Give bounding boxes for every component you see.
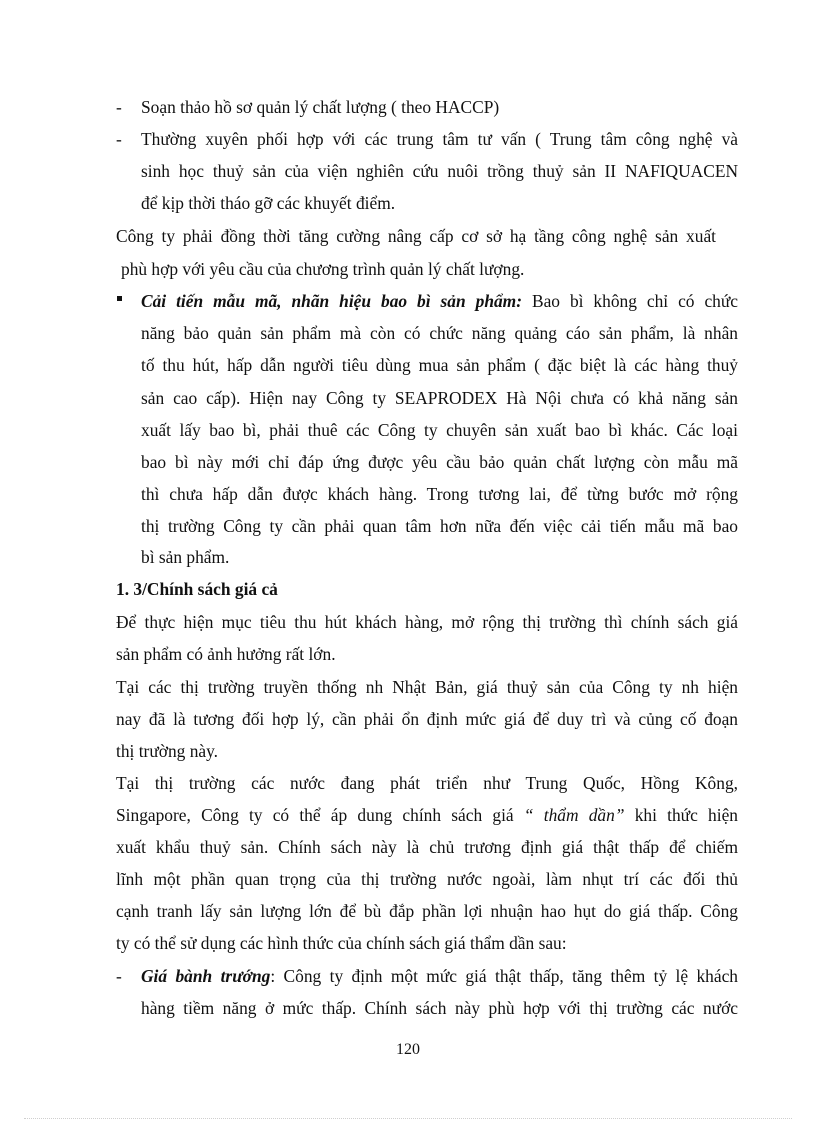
text-line: tố thu hút, hấp dẫn người tiêu dùng mua sản phẩm ( đặc biệt là các hàng thuỷ: [141, 355, 738, 375]
text-span: khi thức hiện: [624, 805, 738, 825]
text-line: sinh học thuỷ sản của viện nghiên cứu nuôi trồng thuỷ sản II NAFIQUACEN: [141, 161, 738, 181]
dash-bullet: -: [116, 97, 122, 117]
text-line: [141, 964, 738, 988]
text-line: Công ty phải đồng thời tăng cường nâng cấp cơ sở hạ tầng công nghệ sản xuất: [116, 226, 716, 246]
text-line: thị trường này.: [116, 741, 219, 761]
text-line: Tại các thị trường truyền thống nh Nhật Bản, giá thuỷ sản của Công ty nh hiện: [116, 677, 738, 697]
text-line: cạnh tranh lấy sản lượng lớn để bù đắp phần lợi nhuận hao hụt do giá thấp. Công: [116, 901, 738, 921]
italic-term: “ thẩm dần”: [523, 805, 625, 825]
text-line: xuất khẩu thuỷ sản. Chính sách này là chủ trương định giá thật thấp để chiếm: [116, 837, 738, 857]
text-line: để kịp thời tháo gỡ các khuyết điểm.: [141, 193, 396, 213]
dash-bullet: -: [116, 966, 122, 986]
text-line: thì chưa hấp dẫn được khách hàng. Trong tương lai, để từng bước mở rộng: [141, 484, 738, 504]
text-line: bao bì này mới chỉ đáp ứng được yêu cầu bảo quản chất lượng còn mẫu mã: [141, 452, 738, 472]
text-line: Tại thị trường các nước đang phát triển như Trung Quốc, Hồng Kông,: [116, 773, 738, 793]
text-span: Singapore, Công ty có thể áp dung chính sách giá: [116, 805, 524, 825]
section-heading: 1. 3/Chính sách giá cả: [116, 579, 278, 599]
text-line: Để thực hiện mục tiêu thu hút khách hàng, mở rộng thị trường thì chính sách giá: [116, 612, 738, 632]
text-line: Thường xuyên phối hợp với các trung tâm tư vấn ( Trung tâm công nghệ và: [141, 129, 738, 149]
page-number: 120: [396, 1041, 420, 1058]
text-line: thị trường Công ty cần phải quan tâm hơn nữa đến việc cải tiến mẫu mã bao: [141, 516, 738, 536]
text-line: xuất lấy bao bì, phải thuê các Công ty chuyên sản xuất bao bì khác. Các loại: [141, 420, 738, 440]
page-footer-rule: [24, 1118, 792, 1119]
text-line: ty có thể sử dụng các hình thức của chính sách giá thẩm dần sau:: [116, 933, 567, 953]
bold-heading-inline: Giá bành trướng: [141, 966, 271, 986]
text-line: lĩnh một phần quan trọng của thị trường nước ngoài, làm nhụt trí các đối thủ: [116, 869, 738, 889]
text-line: sản cao cấp). Hiện nay Công ty SEAPRODEX Hà Nội chưa có khả năng sản: [141, 388, 738, 408]
text-line: Soạn thảo hồ sơ quản lý chất lượng ( theo HACCP): [141, 97, 500, 117]
text-line: hàng tiềm năng ở mức thấp. Chính sách này phù hợp với thị trường các nước: [141, 998, 738, 1018]
text-line: sản phẩm có ảnh hưởng rất lớn.: [116, 644, 336, 664]
dash-bullet: -: [116, 129, 122, 149]
bold-heading-inline: Cải tiến mẫu mã, nhãn hiệu bao bì sản phẩm:: [141, 291, 523, 311]
text-line: phù hợp với yêu cầu của chương trình quản lý chất lượng.: [121, 259, 525, 279]
text-line: nay đã là tương đối hợp lý, cần phải ổn định mức giá để duy trì và củng cố đoạn: [116, 709, 738, 729]
text-span: : Công ty định một mức giá thật thấp, tăng thêm tỷ lệ khách: [270, 966, 739, 986]
text-span: Bao bì không chỉ có chức: [522, 291, 738, 311]
text-line: bì sản phẩm.: [141, 547, 230, 567]
text-line: [141, 289, 738, 313]
square-bullet-icon: [117, 296, 122, 301]
text-line: năng bảo quản sản phẩm mà còn có chức năng quảng cáo sản phẩm, là nhân: [141, 323, 738, 343]
text-line: [116, 803, 738, 827]
